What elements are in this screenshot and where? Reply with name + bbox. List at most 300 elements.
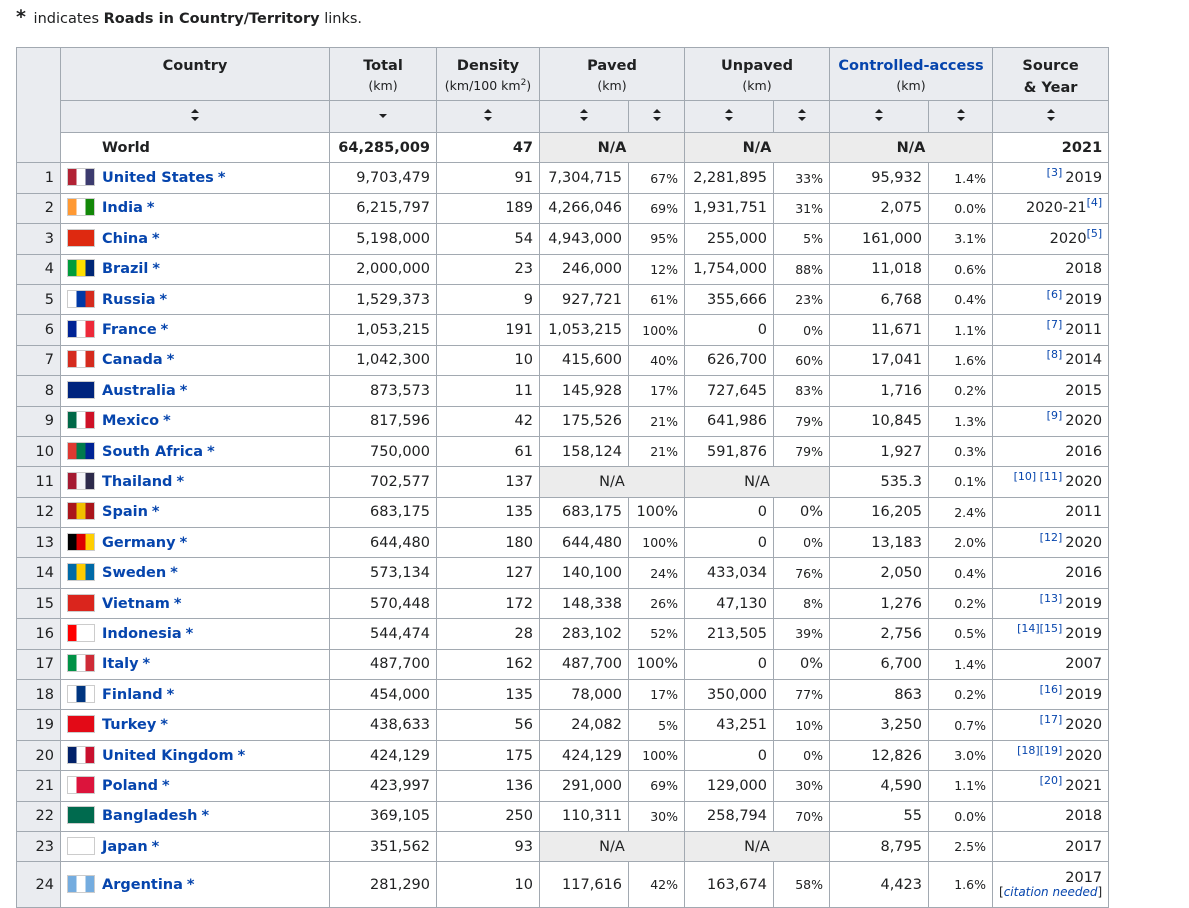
unpaved-pct-cell: 88% [774, 254, 830, 284]
paved-cell: 4,943,000 [540, 224, 629, 254]
unpaved-cell: 727,645 [685, 376, 774, 406]
source-cell [993, 710, 1109, 740]
reference-link[interactable]: [9] [1046, 409, 1063, 423]
controlled-cell: 95,932 [830, 163, 929, 193]
country-cell [61, 801, 330, 831]
paved-pct-cell: 100% [629, 315, 685, 345]
paved-cell: 927,721 [540, 284, 629, 314]
controlled-pct-cell: 2.0% [929, 528, 993, 558]
roads-link[interactable]: * [151, 838, 160, 855]
roads-link[interactable]: * [152, 261, 160, 278]
source-cell [993, 345, 1109, 375]
controlled-pct-cell: 0.0% [929, 801, 993, 831]
total-cell: 873,573 [330, 376, 437, 406]
paved-cell: 246,000 [540, 254, 629, 284]
table-row [17, 831, 1109, 861]
source-cell [993, 497, 1109, 527]
density-cell: 136 [437, 771, 540, 801]
unpaved-cell: 47,130 [685, 588, 774, 618]
paved-pct-cell: 100% [629, 497, 685, 527]
unpaved-cell: 0 [685, 315, 774, 345]
country-link[interactable]: Poland [102, 777, 159, 794]
density-cell: 42 [437, 406, 540, 436]
controlled-cell: 6,700 [830, 649, 929, 679]
controlled-cell: 1,716 [830, 376, 929, 406]
country-link[interactable]: Japan [102, 838, 148, 855]
controlled-pct-cell: 1.1% [929, 771, 993, 801]
country-cell [61, 831, 330, 861]
table-row [17, 315, 1109, 345]
rank-cell: 12 [17, 497, 61, 527]
roads-link[interactable]: * [207, 443, 215, 460]
year-text: 2019 [1065, 170, 1103, 187]
reference-link[interactable]: [12] [1039, 530, 1063, 544]
rank-cell: 4 [17, 254, 61, 284]
reference-link[interactable]: [6] [1046, 287, 1063, 301]
country-link[interactable]: Thailand [102, 473, 173, 490]
year-text: 2011 [1065, 322, 1103, 339]
country-link[interactable]: Mexico [102, 413, 160, 430]
controlled-pct-cell: 0.2% [929, 376, 993, 406]
paved-pct-cell: 21% [629, 406, 685, 436]
controlled-pct-cell: 0.4% [929, 558, 993, 588]
year-text: 2015 [1065, 382, 1103, 399]
paved-pct-cell: 100% [629, 740, 685, 770]
controlled-pct-cell: 0.7% [929, 710, 993, 740]
world-controlled: N/A [830, 133, 993, 163]
flag-icon [67, 502, 95, 520]
source-cell [993, 163, 1109, 193]
unpaved-cell: 626,700 [685, 345, 774, 375]
sort-paved-pct-button[interactable] [629, 101, 685, 133]
controlled-cell: 6,768 [830, 284, 929, 314]
reference-link[interactable]: [7] [1046, 318, 1063, 332]
paved-pct-cell: 17% [629, 680, 685, 710]
reference-link[interactable]: [5] [1086, 226, 1103, 240]
sort-country-button[interactable] [61, 101, 330, 133]
paved-cell: 4,266,046 [540, 193, 629, 223]
country-link[interactable]: Germany [102, 534, 176, 551]
table-row [17, 406, 1109, 436]
paved-cell: 117,616 [540, 862, 629, 908]
roads-link[interactable]: * [160, 717, 168, 734]
controlled-cell: 13,183 [830, 528, 929, 558]
density-cell: 127 [437, 558, 540, 588]
rank-cell: 15 [17, 588, 61, 618]
sort-total-button[interactable] [330, 101, 437, 133]
country-link[interactable]: China [102, 230, 149, 247]
rank-cell: 2 [17, 193, 61, 223]
density-cell: 172 [437, 588, 540, 618]
year-text: 2017 [1065, 838, 1103, 855]
paved-pct-cell: 21% [629, 436, 685, 466]
country-link[interactable]: Brazil [102, 261, 149, 278]
controlled-cell: 161,000 [830, 224, 929, 254]
flag-icon [67, 229, 95, 247]
total-cell: 423,997 [330, 771, 437, 801]
controlled-pct-cell: 2.4% [929, 497, 993, 527]
table-row [17, 254, 1109, 284]
controlled-cell: 4,590 [830, 771, 929, 801]
controlled-cell: 11,018 [830, 254, 929, 284]
paved-cell: 148,338 [540, 588, 629, 618]
unpaved-cell: 641,986 [685, 406, 774, 436]
rank-cell: 20 [17, 740, 61, 770]
controlled-pct-cell: 0.2% [929, 588, 993, 618]
controlled-pct-cell: 0.0% [929, 193, 993, 223]
controlled-access-header: Controlled-access (km) [830, 48, 993, 101]
year-text: 2019 [1065, 686, 1103, 703]
sort-controlled-button[interactable] [830, 101, 929, 133]
paved-cell: 140,100 [540, 558, 629, 588]
paved-cell: N/A [540, 467, 685, 497]
paved-cell: 424,129 [540, 740, 629, 770]
controlled-pct-cell: 3.0% [929, 740, 993, 770]
density-cell: 135 [437, 680, 540, 710]
controlled-access-link[interactable]: Controlled-access [838, 58, 984, 74]
flag-icon [67, 259, 95, 277]
unpaved-pct-cell: 77% [774, 680, 830, 710]
reference-link[interactable]: [10] [11] [1013, 469, 1063, 483]
total-cell: 487,700 [330, 649, 437, 679]
total-cell: 369,105 [330, 801, 437, 831]
roads-link[interactable]: * [142, 656, 151, 673]
controlled-pct-cell: 3.1% [929, 224, 993, 254]
reference-link[interactable]: [8] [1046, 348, 1063, 362]
paved-cell: 7,304,715 [540, 163, 629, 193]
year-text: 2007 [1065, 656, 1103, 673]
paved-pct-cell: 26% [629, 588, 685, 618]
reference-link[interactable]: [13] [1039, 591, 1063, 605]
reference-link[interactable]: [16] [1039, 682, 1063, 696]
unpaved-cell: 258,794 [685, 801, 774, 831]
controlled-cell: 8,795 [830, 831, 929, 861]
total-cell: 2,000,000 [330, 254, 437, 284]
reference-link[interactable]: [14][15] [1017, 621, 1063, 635]
controlled-cell: 863 [830, 680, 929, 710]
unpaved-cell: 0 [685, 649, 774, 679]
country-link[interactable]: Australia [102, 382, 176, 399]
rank-cell: 7 [17, 345, 61, 375]
country-link[interactable]: Finland [102, 686, 163, 703]
table-row [17, 467, 1109, 497]
controlled-pct-cell: 0.1% [929, 467, 993, 497]
unpaved-cell: N/A [685, 467, 830, 497]
total-cell: 454,000 [330, 680, 437, 710]
source-cell [993, 801, 1109, 831]
country-link[interactable]: France [102, 322, 157, 339]
roads-link[interactable]: * [163, 413, 171, 430]
density-cell: 93 [437, 831, 540, 861]
unpaved-pct-cell: 70% [774, 801, 830, 831]
flag-icon [67, 715, 95, 733]
reference-link[interactable]: [4] [1086, 196, 1103, 210]
country-link[interactable]: Argentina [102, 876, 183, 893]
roads-link[interactable]: * [152, 230, 160, 247]
country-link[interactable]: Vietnam [102, 595, 170, 612]
controlled-cell: 17,041 [830, 345, 929, 375]
table-row [17, 558, 1109, 588]
source-cell: 2017 [citation needed] [993, 862, 1109, 908]
flag-icon [67, 594, 95, 612]
roads-link[interactable]: * [166, 352, 175, 369]
source-cell [993, 619, 1109, 649]
country-link[interactable]: Italy [102, 656, 139, 673]
flag-icon [67, 875, 95, 893]
density-header: Density (km/100 $km^2$) [437, 48, 540, 101]
sort-desc-icon [379, 109, 387, 121]
paved-pct-cell: 100% [629, 649, 685, 679]
total-header: Total (km) [330, 48, 437, 101]
flag-icon [67, 290, 95, 308]
sort-icon [191, 109, 199, 121]
total-cell: 1,053,215 [330, 315, 437, 345]
roads-link[interactable]: * [146, 200, 155, 217]
roads-link[interactable]: * [237, 747, 246, 764]
density-cell: 135 [437, 497, 540, 527]
roads-link[interactable]: * [151, 504, 160, 521]
total-cell: 702,577 [330, 467, 437, 497]
paved-cell: 24,082 [540, 710, 629, 740]
source-cell [993, 254, 1109, 284]
source-cell [993, 558, 1109, 588]
source-cell [993, 831, 1109, 861]
country-link[interactable]: Canada [102, 352, 163, 369]
rank-cell: 13 [17, 528, 61, 558]
world-unpaved: N/A [685, 133, 830, 163]
total-cell: 6,215,797 [330, 193, 437, 223]
country-link[interactable]: Spain [102, 504, 148, 521]
country-link[interactable]: United Kingdom [102, 747, 234, 764]
controlled-pct-cell: 0.6% [929, 254, 993, 284]
roads-link[interactable]: * [176, 473, 185, 490]
table-row [17, 224, 1109, 254]
unpaved-cell: 0 [685, 740, 774, 770]
roads-link[interactable]: * [170, 565, 178, 582]
density-cell: 61 [437, 436, 540, 466]
unpaved-cell: 2,281,895 [685, 163, 774, 193]
flag-icon [67, 654, 95, 672]
flag-icon [67, 350, 95, 368]
country-link[interactable]: Turkey [102, 717, 157, 734]
controlled-cell: 4,423 [830, 862, 929, 908]
roads-link[interactable]: * [159, 291, 168, 308]
total-cell: 9,703,479 [330, 163, 437, 193]
source-cell [993, 315, 1109, 345]
roads-link[interactable]: * [201, 808, 210, 825]
roads-link[interactable]: * [179, 382, 188, 399]
unpaved-pct-cell: 33% [774, 163, 830, 193]
table-row [17, 710, 1109, 740]
reference-link[interactable]: [18][19] [1017, 743, 1063, 757]
country-link[interactable]: India [102, 200, 143, 217]
unpaved-pct-cell: 23% [774, 284, 830, 314]
country-link[interactable]: Sweden [102, 565, 167, 582]
year-text: 2020-21 [1025, 200, 1087, 217]
paved-pct-cell: 95% [629, 224, 685, 254]
country-cell [61, 710, 330, 740]
country-cell [61, 649, 330, 679]
year-text: 2019 [1065, 625, 1103, 642]
table-row [17, 862, 1109, 908]
sort-unpaved-pct-button[interactable] [774, 101, 830, 133]
sort-icon [484, 109, 492, 121]
unpaved-cell: 0 [685, 497, 774, 527]
country-link[interactable]: United States [102, 170, 214, 187]
unpaved-cell: 163,674 [685, 862, 774, 908]
sort-icon [580, 109, 588, 121]
year-text: 2018 [1065, 808, 1103, 825]
flag-icon [67, 381, 95, 399]
flag-icon [67, 776, 95, 794]
total-cell: 1,042,300 [330, 345, 437, 375]
reference-link[interactable]: [20] [1039, 773, 1063, 787]
flag-icon [67, 442, 95, 460]
flag-icon [67, 685, 95, 703]
sort-icon [957, 109, 965, 121]
year-text: 2021 [1065, 777, 1103, 794]
country-cell [61, 528, 330, 558]
rank-cell: 10 [17, 436, 61, 466]
table-row [17, 376, 1109, 406]
paved-pct-cell: 61% [629, 284, 685, 314]
country-cell [61, 588, 330, 618]
country-cell [61, 862, 330, 908]
total-cell: 817,596 [330, 406, 437, 436]
paved-cell: 415,600 [540, 345, 629, 375]
source-cell [993, 771, 1109, 801]
rank-cell: 3 [17, 224, 61, 254]
unpaved-header: Unpaved (km) [685, 48, 830, 101]
controlled-cell: 2,756 [830, 619, 929, 649]
controlled-cell: 10,845 [830, 406, 929, 436]
table-row [17, 649, 1109, 679]
table-row [17, 619, 1109, 649]
country-cell [61, 436, 330, 466]
rank-cell: 18 [17, 680, 61, 710]
rank-cell: 16 [17, 619, 61, 649]
year-text: 2016 [1065, 443, 1103, 460]
country-cell [61, 193, 330, 223]
roads-link[interactable]: * [162, 777, 170, 794]
unpaved-pct-cell: 0% [774, 528, 830, 558]
paved-cell: 110,311 [540, 801, 629, 831]
table-row [17, 436, 1109, 466]
country-link[interactable]: Russia [102, 291, 156, 308]
table-row [17, 497, 1109, 527]
paved-pct-cell: 100% [629, 528, 685, 558]
sort-icon [725, 109, 733, 121]
density-cell: 28 [437, 619, 540, 649]
year-text: 2018 [1065, 261, 1103, 278]
flag-icon [67, 746, 95, 764]
country-link[interactable]: Indonesia [102, 625, 182, 642]
sort-source-button[interactable] [993, 101, 1109, 133]
controlled-cell: 16,205 [830, 497, 929, 527]
source-cell [993, 436, 1109, 466]
controlled-cell: 11,671 [830, 315, 929, 345]
total-cell: 750,000 [330, 436, 437, 466]
country-cell [61, 254, 330, 284]
sort-unpaved-button[interactable] [685, 101, 774, 133]
rank-cell: 9 [17, 406, 61, 436]
unpaved-cell: 433,034 [685, 558, 774, 588]
controlled-pct-cell: 1.1% [929, 315, 993, 345]
roads-link[interactable]: * [186, 876, 195, 893]
rank-cell: 19 [17, 710, 61, 740]
sort-controlled-pct-button[interactable] [929, 101, 993, 133]
density-cell: 9 [437, 284, 540, 314]
reference-link[interactable]: [17] [1039, 713, 1063, 727]
country-link[interactable]: South Africa [102, 443, 204, 460]
unpaved-pct-cell: 58% [774, 862, 830, 908]
source-cell [993, 740, 1109, 770]
world-density: 47 [437, 133, 540, 163]
controlled-pct-cell: 1.4% [929, 649, 993, 679]
paved-pct-cell: 52% [629, 619, 685, 649]
sort-paved-button[interactable] [540, 101, 629, 133]
rank-cell: 23 [17, 831, 61, 861]
density-cell: 54 [437, 224, 540, 254]
reference-link[interactable]: [3] [1046, 166, 1063, 180]
citation-needed-link[interactable]: citation needed [1003, 884, 1098, 899]
roads-link[interactable]: * [173, 595, 182, 612]
roads-link[interactable]: * [185, 625, 194, 642]
controlled-cell: 1,927 [830, 436, 929, 466]
source-header: Source & Year [993, 48, 1109, 101]
paved-cell: 644,480 [540, 528, 629, 558]
paved-cell: 175,526 [540, 406, 629, 436]
controlled-cell: 2,050 [830, 558, 929, 588]
year-text: 2020 [1065, 534, 1103, 551]
density-cell: 11 [437, 376, 540, 406]
source-cell [993, 376, 1109, 406]
sort-density-button[interactable] [437, 101, 540, 133]
roads-link[interactable]: * [166, 686, 175, 703]
unpaved-cell: 350,000 [685, 680, 774, 710]
paved-pct-cell: 67% [629, 163, 685, 193]
roads-link[interactable]: * [217, 170, 226, 187]
source-cell [993, 588, 1109, 618]
controlled-pct-cell: 0.2% [929, 680, 993, 710]
country-link[interactable]: Bangladesh [102, 808, 198, 825]
roads-link[interactable]: * [160, 322, 169, 339]
world-row [17, 133, 1109, 163]
year-text: 2020 [1049, 230, 1087, 247]
year-text: 2016 [1065, 565, 1103, 582]
sort-icon [875, 109, 883, 121]
roads-link[interactable]: * [179, 534, 188, 551]
table-row [17, 771, 1109, 801]
density-cell: 137 [437, 467, 540, 497]
rank-cell: 17 [17, 649, 61, 679]
paved-cell: 158,124 [540, 436, 629, 466]
density-cell: 10 [437, 345, 540, 375]
sort-icon [798, 109, 806, 121]
density-cell: 250 [437, 801, 540, 831]
paved-pct-cell: 30% [629, 801, 685, 831]
controlled-pct-cell: 0.5% [929, 619, 993, 649]
unpaved-pct-cell: 0% [774, 315, 830, 345]
controlled-pct-cell: 1.3% [929, 406, 993, 436]
unpaved-pct-cell: 0% [774, 497, 830, 527]
rank-cell: 22 [17, 801, 61, 831]
table-row [17, 740, 1109, 770]
paved-pct-cell: 5% [629, 710, 685, 740]
unpaved-pct-cell: 79% [774, 436, 830, 466]
year-text: 2019 [1065, 595, 1103, 612]
rank-cell: 21 [17, 771, 61, 801]
